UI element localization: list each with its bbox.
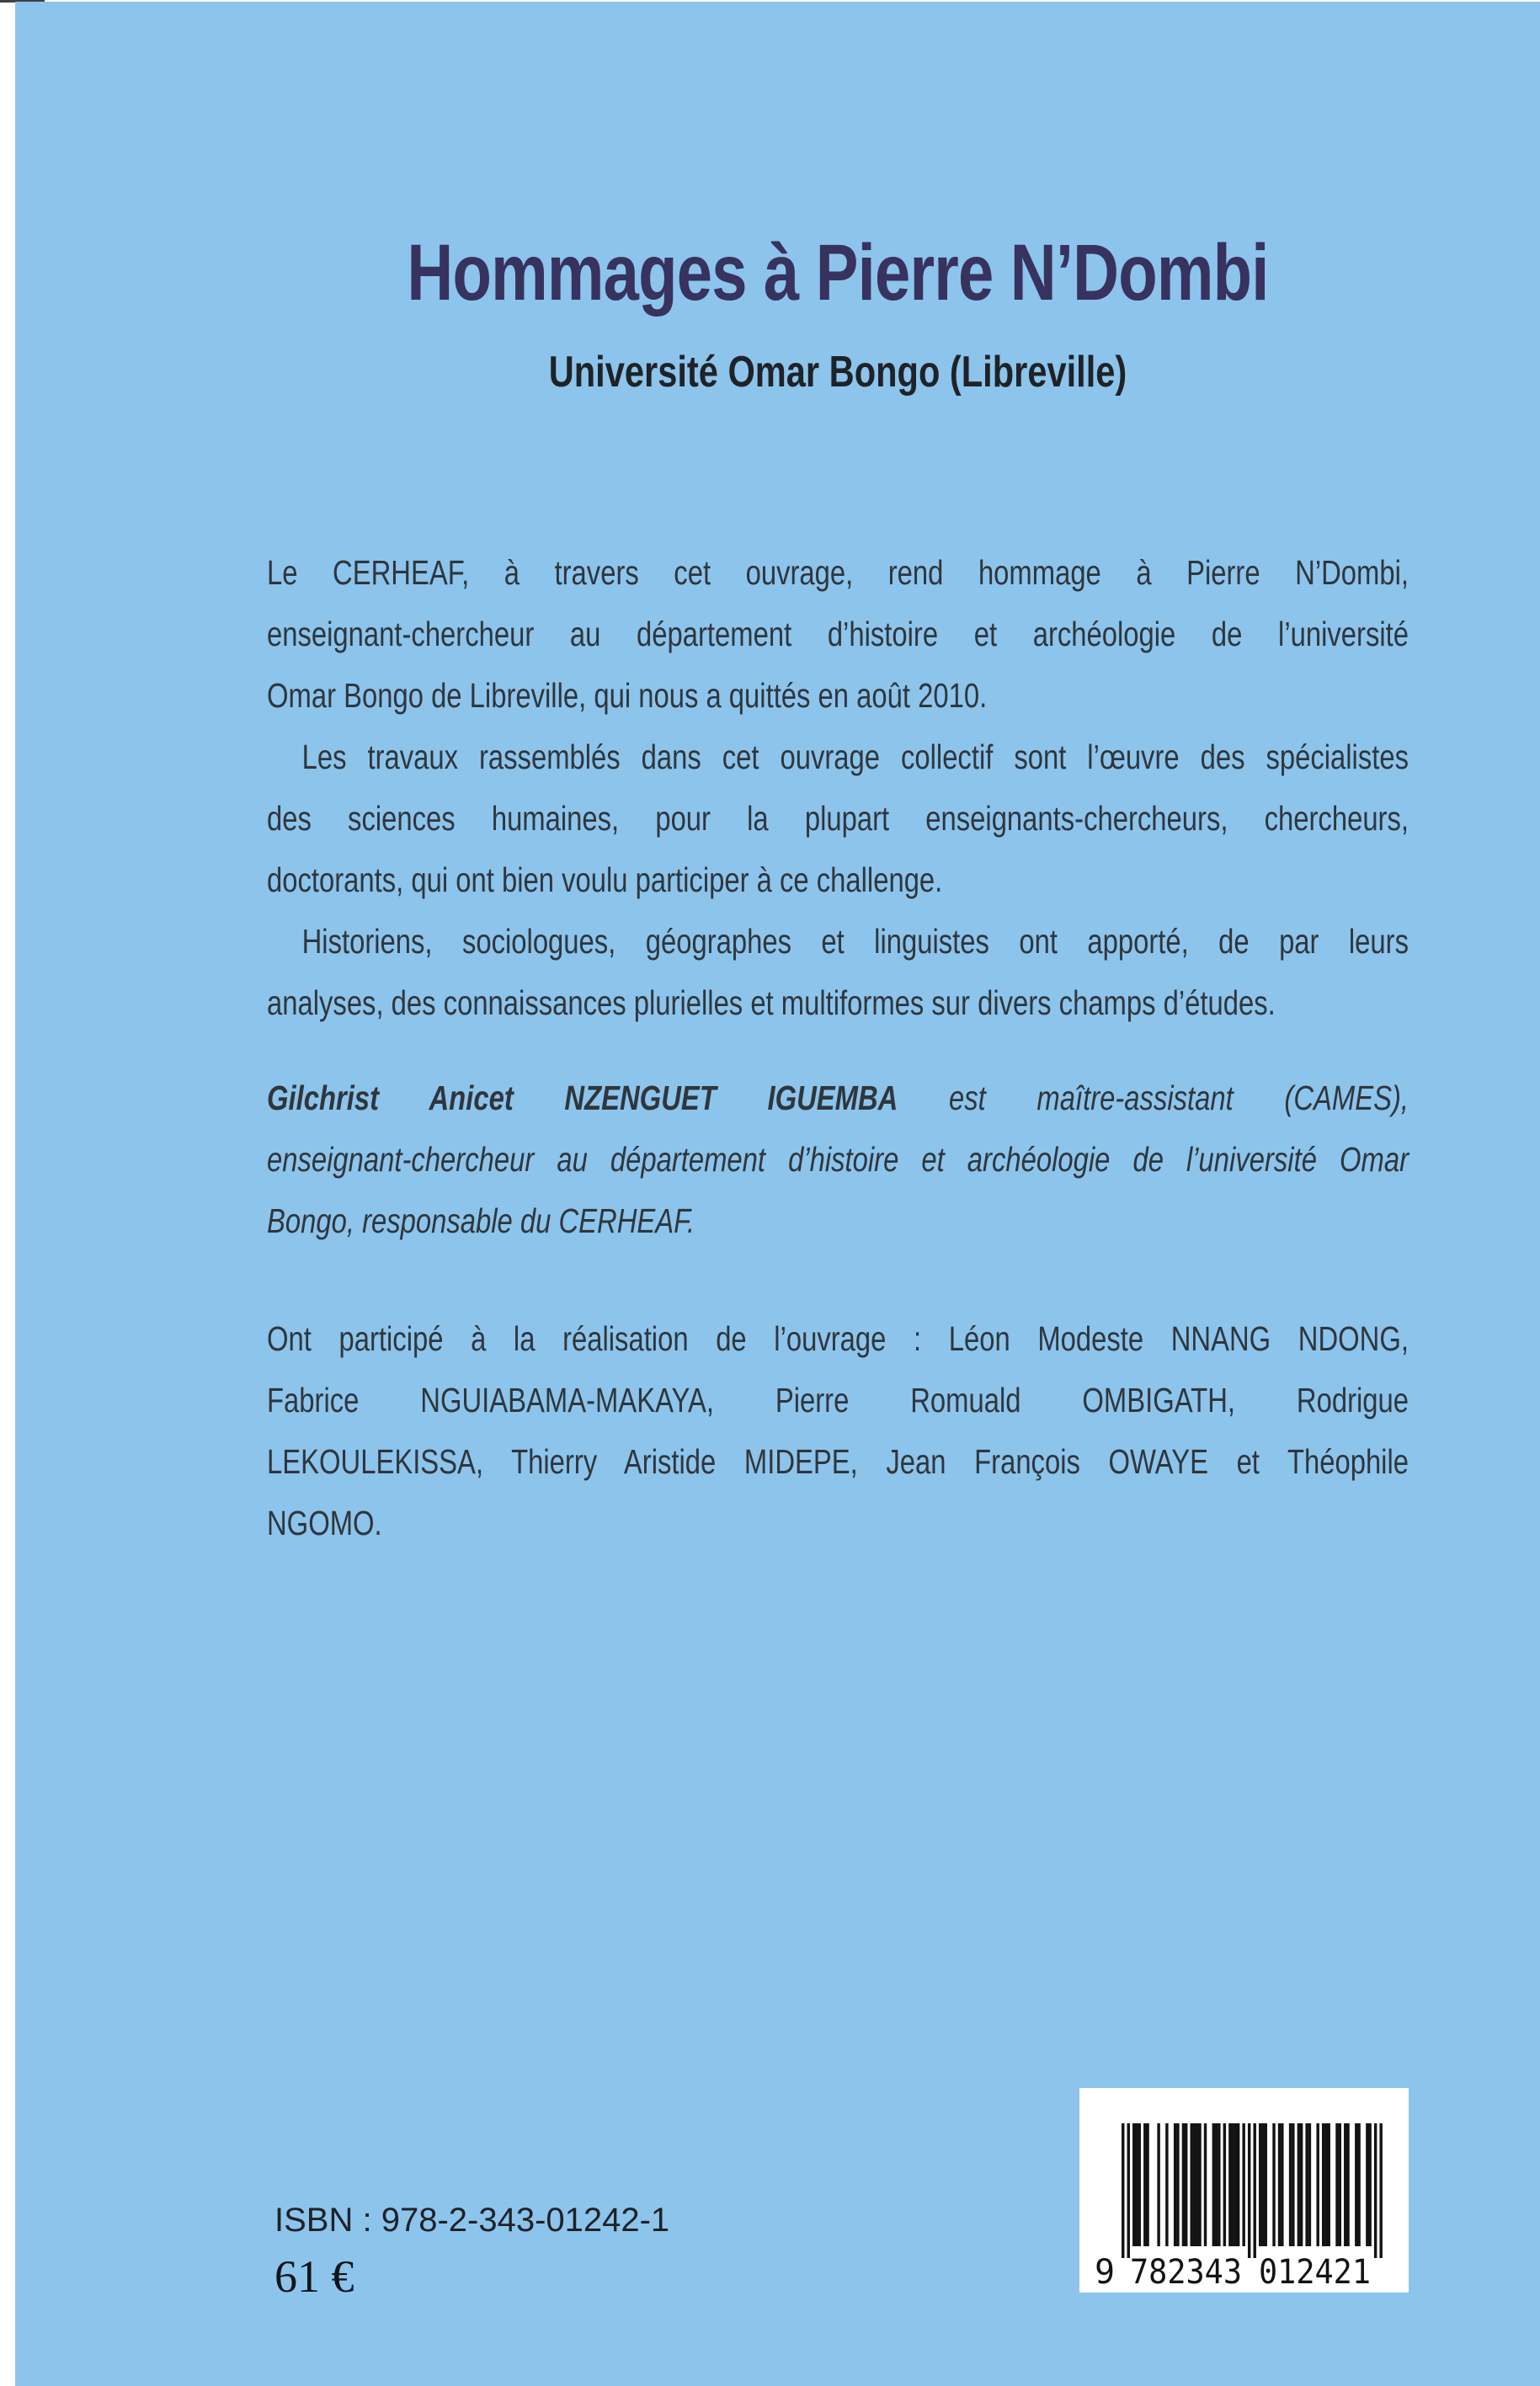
text-line: des sciences humaines, pour la plupart enseignants-chercheurs, chercheurs, — [267, 799, 1409, 838]
author-bio-first-line — [267, 1068, 1409, 1129]
text-line: Historiens, sociologues, géographes et linguistes ont apporté, de par leurs — [301, 922, 1409, 961]
text-line: Omar Bongo de Libreville, qui nous a quittés en août 2010. — [267, 676, 988, 715]
text-line: enseignant-chercheur au département d’histoire et archéologie de l’université — [267, 615, 1409, 653]
text-line: Bongo, responsable du CERHEAF. — [267, 1201, 695, 1240]
barcode — [1079, 2088, 1409, 2293]
text-line: Ont participé à la réalisation de l’ouvrage : Léon Modeste NNANG NDONG, — [267, 1319, 1409, 1358]
text-line: analyses, des connaissances plurielles et multiformes sur divers champs d’études. — [267, 983, 1276, 1022]
text-line: Fabrice NGUIABAMA-MAKAYA, Pierre Romuald OMBIGATH, Rodrigue — [267, 1381, 1409, 1419]
text-line: LEKOULEKISSA, Thierry Aristide MIDEPE, Jean François OWAYE et Théophile — [267, 1442, 1409, 1481]
svg-text:9: 9 — [1095, 2253, 1116, 2292]
author-name: Gilchrist Anicet NZENGUET IGUEMBA — [267, 1078, 898, 1117]
svg-text:012421: 012421 — [1259, 2253, 1371, 2292]
author-bio — [267, 1068, 1409, 1252]
text-line: NGOMO. — [267, 1504, 382, 1542]
contributors-list — [267, 1308, 1409, 1554]
author-bio-text: est maître-assistant (CAMES), — [898, 1078, 1409, 1117]
book-title: Hommages à Pierre N’Dombi — [407, 227, 1269, 317]
svg-text:782343: 782343 — [1130, 2253, 1242, 2292]
text-line: Le CERHEAF, à travers cet ouvrage, rend hommage à Pierre N’Dombi, — [267, 553, 1409, 592]
barcode-image — [1079, 2088, 1409, 2293]
scan-corner-artifact — [0, 2376, 15, 2386]
isbn-text: ISBN : 978-2-343-01242-1 — [274, 2202, 670, 2239]
text-line: Les travaux rassemblés dans cet ouvrage collectif sont l’œuvre des spécialistes — [301, 738, 1409, 776]
cover-background — [15, 2, 1540, 2386]
text-line: doctorants, qui ont bien voulu participer à ce challenge. — [267, 860, 943, 899]
text-line: enseignant-chercheur au département d’histoire et archéologie de l’université Omar — [267, 1140, 1409, 1179]
price-text: 61 € — [274, 2251, 354, 2302]
back-cover-blurb — [267, 542, 1409, 1034]
book-subtitle: Université Omar Bongo (Libreville) — [548, 348, 1127, 397]
